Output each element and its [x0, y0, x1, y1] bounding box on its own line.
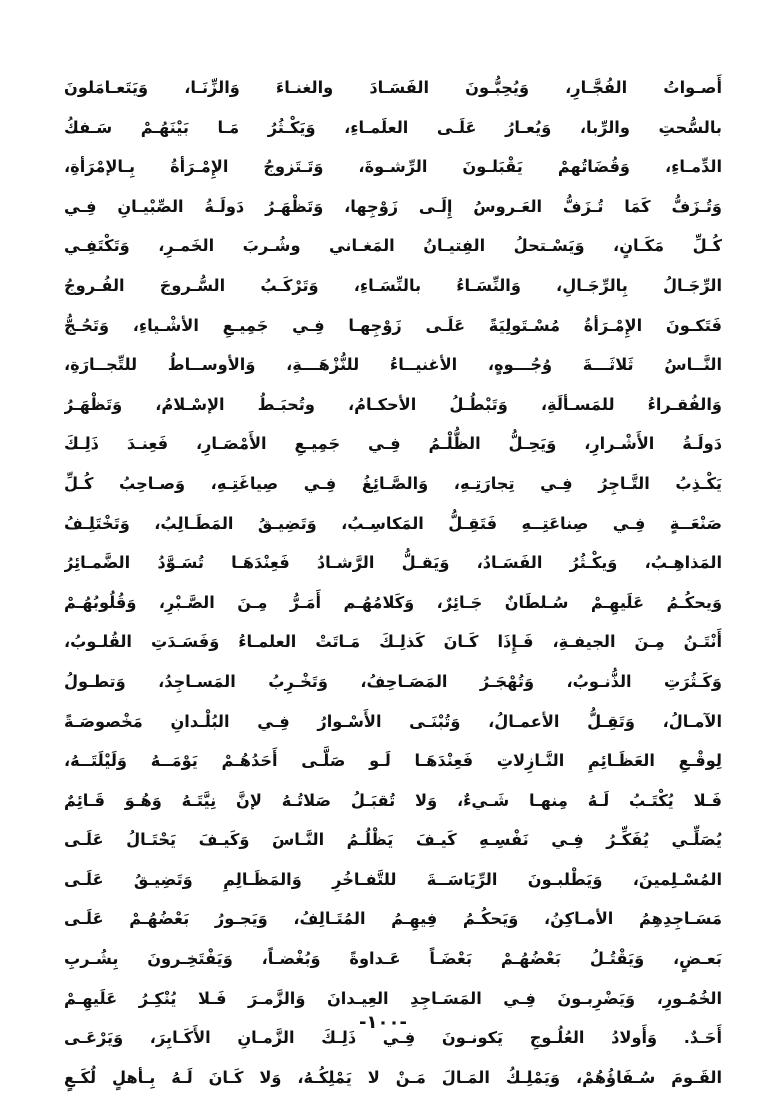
text-line-23: بَعـضٍ، وَيَقْتُـلُ بَعْضُهُـمْ بَعْضَـاً عَـداوةً وَبُغْضـاً، وَيَفْتَخِـرونَ بِشُـربِ — [64, 949, 722, 969]
text-line-5: كُـلِّ مَكَـانٍ، وَيَسْـتحلُ الفِتيـانُ المَغـاني وشُـربَ الخَمـرِ، وَتَكْتَفِـي — [64, 236, 722, 256]
text-line-10: دَولَـةُ الأَشْـرارِ، وَيَحِـلُّ الظُّلْـمُ فِـي جَمِيـعِ الأَمْصَـارِ، فَعِنـدَ ذَلِـكَ — [64, 434, 722, 454]
text-line-18: لِوقْـعِ العَظَـائِمِ النَّـازِلاتِ فَعِنْدَهَـا لَـو صَلَّـى أَحَدُهُـمْ يَوْمَــهُ وَلَيْلَتَــهُ، — [64, 751, 722, 771]
text-line-6: الرِّجَـالُ بِالرِّجَـالِ، وَالنِّسَـاءُ بالنِّسَـاءِ، وَتَرْكَـبُ السُّـروجَ الفُـروجُ — [64, 275, 722, 295]
page-number: -١٠٠- — [359, 1012, 407, 1033]
text-line-24: الخُمُـورِ، وَيَضْرِبـونَ فِـي المَسَـاجِدِ العِيـدانَ وَالزَّمـرَ فَـلا يُنْكِـرُ عَلَيهِـمْ — [64, 988, 722, 1008]
text-line-11: يَكْـذِبُ التَّـاجِرُ فِـي تِجارَتِـهِ، وَالصَّـائِغُ فِـي صِياغَتِـهِ، وَصـاحِبُ كُـلِّ — [64, 473, 722, 493]
text-line-8: النَّــاسُ ثَلاثَـــةَ وُجُـــوهٍ، الأغنيــاءُ للنُّزْهَـــةِ، وَالأوســاطُ للتِّجــارَةِ، — [64, 355, 722, 375]
text-line-17: الآمـالُ، وَتَقِـلُّ الأعمـالُ، وَتُبْنَـى الأَسْـوارُ فِـي البُلْـدانِ مَخْصوصَـةً — [64, 711, 722, 731]
text-line-19: فَـلا يُكْتَـبُ لَـهُ مِنهـا شَـيءٌ، وَلا تُقبَـلُ صَلاتُـهُ لإنَّ نِيَّتَـهُ وَهُـوَ قَـائِمٌ — [64, 790, 722, 810]
text-line-14: وَيحكُـمُ عَلَيهِـمْ سُـلطَانٌ جَـائِرٌ، وَكَلامُهُـم أَمَـرُّ مِـنَ الصَّـبْرِ، وَقُلُوبُهُـمْ — [64, 592, 722, 612]
text-line-13: المَذاهِـبُ، وَيكْـثُرُ الفَسَـادُ، وَيَقـلُّ الرَّشـادُ فَعِنْدَهَـا تُسَـوَّدُ الضَّمـائِرُ — [64, 553, 722, 573]
text-line-2: بالسُّحتِ والرِّبا، وَيُعـارُ عَلَـى العلَمـاءِ، وَيَكْـثُرُ مَـا بَيْنَهُـمْ سَـفكُ — [64, 117, 722, 137]
text-line-26: القَـومَ سُـفَاؤُهُمْ، وَيَمْلِـكُ المَـالَ مَـنْ لا يَمْلِكُـهُ، وَلا كَـانَ لَـهُ بِـأهلٍ لُكَـعٍ — [64, 1067, 722, 1087]
text-line-22: مَسَـاجِدِهِمُ الأمـاكِنُ، وَيَحكُـمُ فِيهِـمُ المُتَـالِفُ، وَيَجـورُ بَعْضُهُـمْ عَلَـى — [64, 909, 722, 929]
body-text — [64, 68, 722, 1097]
text-line-20: يُصَلِّـي يُفَكِّـرُ فِـي نَفْسِـهِ كَيـفَ يَظْلُـمُ النَّـاسَ وَكَيـفَ يَحْتَـالُ عَلَـى — [64, 830, 722, 850]
text-line-16: وَكَـثُرَتِ الذُّنـوبُ، وَتُهْجَـرُ المَصَـاحِفُ، وَتَخْـرِبُ المَسـاجِدُ، وَتطـولُ — [64, 671, 722, 691]
text-line-4: وَتُـزَفُّ كَمَا تُـزَفُّ العَـروسُ إِلَـى زَوْجِها، وَتَظْهَـرُ دَولَـةُ الصِّبْيـانِ فِـي — [64, 196, 722, 216]
text-line-15: أَنْتَـنُ مِـنَ الجيفـةِ، فَـإِذَا كَـانَ كَذلِـكَ مَـاتَتْ العلمـاءُ وَفَسَـدَتِ القُلـوبُ، — [64, 632, 722, 652]
text-line-12: صَنْعَــةٍ فِـي صِناعَتِــهِ فَتَقِـلُّ المَكاسِـبُ، وَتَضِيـقُ المَطَـالِبُ، وَتَخْتَلِـفُ — [64, 513, 722, 533]
text-line-7: فَتَكـونَ الإِمْـرَأةُ مُسْـتَولِيَةً عَلَـى زَوْجِهـا فِـي جَمِيـعِ الأشْـياءِ، وَتَحُـجُّ — [64, 315, 722, 335]
text-line-21: المُسْـلِمينَ، وَيَطْلبـونَ الرِّيَاسَــةَ للتَّفـاخُرِ وَالمَظَـالِمِ وَتَضِيـقُ عَلَـى — [64, 869, 722, 889]
text-line-3: الدِّمـاءِ، وَقُضَاتُهمْ يَقْبَلـونَ الرِّشـوةَ، وَتَـتَزوجُ الإِمْـرَأةُ بِـالإمْرَأةِ، — [64, 157, 722, 177]
text-line-25: أَحَـدٌ. وَأَولادُ العُلُـوجِ يَكونـونَ فِـي ذَلِـكَ الزَّمـانِ الأَكَـابِرَ، وَيَرْعَـى — [64, 1028, 722, 1048]
text-line-9: وَالفُقـراءُ للمَسـألَةِ، وَتَبْطُـلُ الأحكـامُ، وتُحبَـطُ الإسْـلامُ، وَتَظْهَـرُ — [64, 394, 722, 414]
text-line-1: أَصـواتُ الفُجَّـارِ، وَيُحِبُّـونَ الفَسَـادَ والغنـاءَ وَالزِّنَـا، وَيَتَعـامَلونَ — [64, 78, 722, 97]
